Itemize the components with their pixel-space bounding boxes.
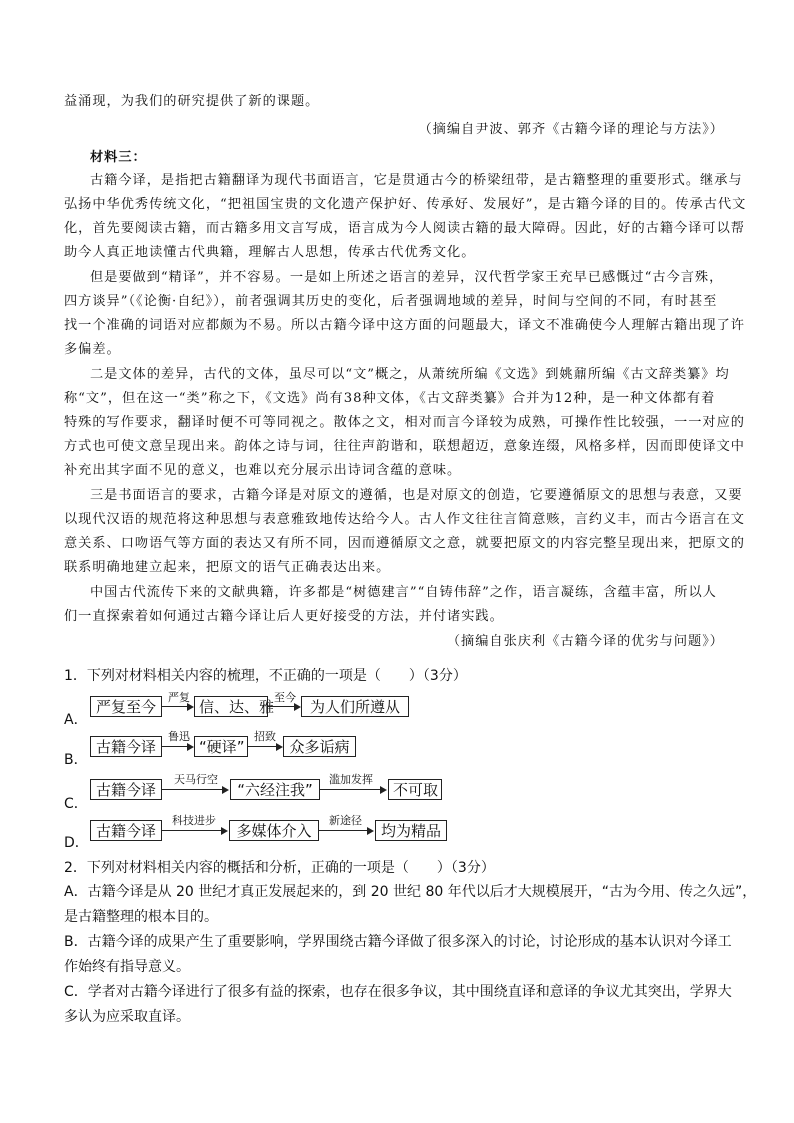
- option-a-arrow-2: [268, 706, 299, 707]
- material3-line: 三是书面语言的要求，古籍今译是对原文的遵循，也是对原文的创造，它要遵循原文的思想与表意，又要: [90, 488, 743, 503]
- option-a-box-1: 严复至今: [90, 696, 162, 717]
- question-2-option-line: A．古籍今译是从 20 世纪才真正发展起来的，到 20 世纪 80 年代以后才大规模展开，“古为今用、传之久远”，: [64, 884, 757, 900]
- question-2-option-line: 多认为应采取直译。: [64, 1009, 190, 1025]
- option-d-box-1: 古籍今译: [90, 820, 162, 841]
- material3-line: 方式也可使文意呈现出来。韵体之诗与词，往往声韵谐和，联想超迈，意象连缀，风格多样，因而即使译文中: [64, 439, 745, 454]
- material3-line: 助今人真正地读懂古代典籍，理解古人思想，传承古代优秀文化。: [64, 245, 476, 260]
- option-d-letter: D．: [64, 835, 89, 851]
- material3-line: 化，首先要阅读古籍，而古籍多用文言写成，语言成为今人阅读古籍的最大障碍。因此，好的古籍今译可以帮: [64, 221, 745, 236]
- option-d-arrow-label-2: 新途径: [329, 814, 362, 827]
- option-c-arrow-2: [320, 789, 385, 790]
- material3-source: （摘编自张庆利《古籍今译的优劣与问题》）: [446, 634, 724, 649]
- material3-line: 多偏差。: [64, 342, 121, 357]
- option-a-arrow-label-1: 严复: [168, 691, 190, 704]
- option-b-box-3: 众多诟病: [283, 736, 356, 757]
- material3-line: 古籍今译，是指把古籍翻译为现代书面语言，它是贯通古今的桥梁纽带，是古籍整理的重要形式。继承与: [90, 173, 743, 188]
- material2-tail: 益涌现，为我们的研究提供了新的课题。: [64, 94, 320, 109]
- question-2-stem: 2．下列对材料相关内容的概括和分析，正确的一项是（ ）（3分）: [64, 860, 495, 876]
- option-d-box-3: 均为精品: [375, 820, 447, 841]
- option-b-letter: B．: [64, 752, 88, 768]
- material3-line: 但是要做到“精译”，并不容易。一是如上所述之语言的差异，汉代哲学家王充早已感慨过“古今言殊，: [90, 270, 724, 285]
- option-c-box-1: 古籍今译: [90, 779, 162, 800]
- material3-line: 联系明确地建立起来，把原文的语气正确表达出来。: [64, 560, 391, 575]
- question-2-option-line: 作始终有指导意义。: [64, 959, 190, 975]
- option-c-arrow-label-2: 滥加发挥: [329, 773, 373, 786]
- material3-line: 弘扬中华优秀传统文化，“把祖国宝贵的文化遗产保护好、传承好、发展好”，是古籍今译的目的。传承古代文: [64, 197, 747, 212]
- option-b-arrow-1: [162, 746, 192, 747]
- option-c-box-3: 不可取: [388, 779, 442, 800]
- material3-line: 特殊的写作要求，翻译时便不可等同视之。散体之文，相对而言今译较为成熟，可操作性比较强，一一对应的: [64, 415, 745, 430]
- option-a-box-3: 为人们所遵从: [301, 696, 409, 717]
- option-b-box-1: 古籍今译: [90, 736, 162, 757]
- option-b-box-2: “硬译”: [194, 736, 248, 757]
- material3-line: 找一个准确的词语对应都颇为不易。所以古籍今译中这方面的问题最大，译文不准确使今人理解古籍出现了许: [64, 318, 745, 333]
- material3-line: 称“文”，但在这一“类”称之下，《文选》尚有38种文体，《古文辞类纂》合并为12种，是一种文体都有着: [64, 391, 716, 406]
- option-c-arrow-label-1: 天马行空: [174, 773, 218, 786]
- material3-line: 补充出其字面不见的意义，也难以充分展示出诗词含蕴的意味。: [64, 463, 462, 478]
- material2-source: （摘编自尹波、郭齐《古籍今译的理论与方法》）: [418, 122, 724, 137]
- material3-line: 以现代汉语的规范将这种思想与表意雅致地传达给今人。古人作文往往言简意赅，言约义丰，而古今语言在文: [64, 512, 745, 527]
- option-a-arrow-label-2: 至今: [274, 691, 296, 704]
- option-b-arrow-label-2: 招致: [254, 730, 276, 743]
- question-2-option-line: 是古籍整理的根本目的。: [64, 909, 218, 925]
- option-d-arrow-2: [319, 830, 372, 831]
- option-b-arrow-2: [248, 746, 281, 747]
- option-c-arrow-1: [162, 789, 227, 790]
- option-a-arrow-1: [162, 706, 192, 707]
- option-c-letter: C．: [64, 796, 88, 812]
- material3-line: 们一直探索着如何通过古籍今译让后人更好接受的方法，并付诸实践。: [64, 609, 504, 624]
- material3-heading: 材料三：: [90, 150, 147, 165]
- material3-line: 二是文体的差异，古代的文体，虽尽可以“文”概之，从萧统所编《文选》到姚鼐所编《古文辞类纂》均: [90, 367, 730, 382]
- material3-line: 意关系、口吻语气等方面的表达又有所不同，因而遵循原文之意，就要把原文的内容完整呈现出来，把原文的: [64, 536, 745, 551]
- question-2-option-line: B．古籍今译的成果产生了重要影响，学界围绕古籍今译做了很多深入的讨论，讨论形成的基本认识对今译工: [64, 934, 732, 950]
- option-a-letter: A．: [64, 712, 88, 728]
- option-d-arrow-1: [162, 830, 226, 831]
- material3-line: 四方谈异”（《论衡·自纪》），前者强调其历史的变化，后者强调地域的差异，时间与空间的不同，有时甚至: [64, 294, 718, 309]
- option-a-box-2: 信、达、雅: [194, 696, 268, 717]
- option-d-arrow-label-1: 科技进步: [172, 814, 216, 827]
- question-2-option-line: C．学者对古籍今译进行了很多有益的探索，也存在很多争议，其中围绕直译和意译的争议尤其突出，学界大: [64, 984, 732, 1000]
- option-d-box-2: 多媒体介入: [229, 820, 319, 841]
- option-b-arrow-label-1: 鲁迅: [168, 730, 190, 743]
- question-1-stem: 1．下列对材料相关内容的梳理，不正确的一项是（ ）（3分）: [64, 668, 467, 684]
- material3-line: 中国古代流传下来的文献典籍，许多都是“树德建言”“自铸伟辞”之作，语言凝练，含蕴丰富，所以人: [90, 585, 717, 600]
- option-c-box-2: “六经注我”: [230, 779, 320, 800]
